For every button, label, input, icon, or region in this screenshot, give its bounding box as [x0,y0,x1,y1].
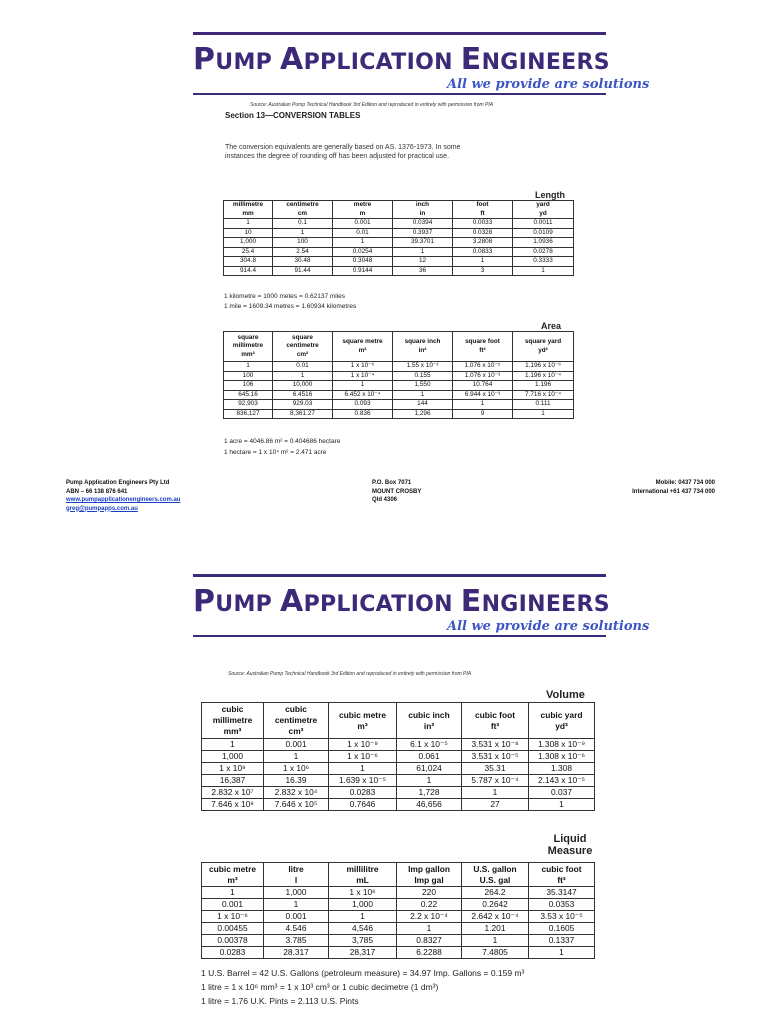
table-cell: 2.642 x 10⁻⁴ [462,911,529,923]
table-cell: 1 [453,400,513,410]
table-cell: 1 x 10⁻⁴ [333,371,393,381]
table-cell: 1.201 [462,923,529,935]
table-row [224,371,574,381]
volume-header-cell: cubic foot ft³ [462,703,529,739]
table-row [202,923,595,935]
table-cell: 0.0283 [329,787,397,799]
table-cell: 1 x 10⁶ [329,887,397,899]
source-note: Source: Australian Pump Technical Handbook 3rd Edition and reproduced in entirety with permission from PIA [228,671,472,677]
table-row [202,799,595,811]
table-row [202,739,595,751]
table-cell: 6.4516 [273,390,333,400]
table-cell: 1.639 x 10⁻⁵ [329,775,397,787]
table-cell: 929.03 [273,400,333,410]
table-cell: 1 [393,390,453,400]
table-cell: 1.076 x 10⁻³ [453,371,513,381]
table-cell: 6.1 x 10⁻⁵ [397,739,462,751]
table-cell: 1 [273,371,333,381]
table-cell: 0.1337 [529,935,595,947]
table-cell: 3.531 x 10⁻⁸ [462,739,529,751]
table-cell: 1.308 x 10⁻⁶ [529,751,595,763]
table-cell: 91.44 [273,266,333,276]
table-cell: 1 [393,247,453,257]
liquid-note: 1 U.S. Barrel = 42 U.S. Gallons (petroleum measure) = 34.97 Imp. Gallons = 0.159 m³ [201,968,525,978]
length-title: Length [535,190,565,200]
table-cell: 1 [329,911,397,923]
table-row [224,362,574,372]
liquid-measure-title [543,833,597,857]
table-cell: 0.001 [264,739,329,751]
tagline: All we provide are solutions [447,77,650,92]
table-cell: 1.196 x 10⁻⁶ [513,362,574,372]
table-cell: 0.0328 [453,228,513,238]
table-cell: 1 x 10⁻⁶ [329,751,397,763]
table-cell: 7.646 x 10⁸ [202,799,264,811]
table-cell: 1 [462,787,529,799]
table-cell: 0.0254 [333,247,393,257]
table-cell: 1 [224,219,273,229]
table-row [224,238,574,248]
table-cell: 92,903 [224,400,273,410]
area-header-cell: square metre m² [333,332,393,362]
table-cell: 0.001 [202,899,264,911]
table-cell: 28,317 [329,947,397,959]
table-cell: 1,296 [393,409,453,419]
table-cell: 0.061 [397,751,462,763]
footer-contact-block [632,479,715,496]
table-row [224,400,574,410]
table-cell: 0.0833 [453,247,513,257]
length-header-cell: metre m [333,201,393,219]
table-cell: 12 [393,257,453,267]
footer-email-link[interactable]: greg@pumpapps.com.au [66,505,138,512]
table-row [224,247,574,257]
table-cell: 0.3048 [333,257,393,267]
area-header-cell: square yard yd² [513,332,574,362]
footer-company: Pump Application Engineers Pty Ltd [66,480,170,486]
table-cell: 106 [224,381,273,391]
table-cell: 1 [397,775,462,787]
table-row [202,775,595,787]
volume-header-cell: cubic yard yd³ [529,703,595,739]
table-cell: 0.22 [397,899,462,911]
table-row [224,219,574,229]
section-title: Section 13—CONVERSION TABLES [225,111,361,120]
table-cell: 1 x 10⁻⁹ [329,739,397,751]
area-note: 1 hectare = 1 x 10⁴ m² = 2.471 acre [224,449,327,456]
liquid-measure-table [201,862,595,959]
footer-mobile: Mobile: 0437 734 000 [655,480,715,486]
length-table [223,200,574,276]
footer-company-block [66,479,180,513]
table-row [202,763,595,775]
table-cell: 1,000 [264,887,329,899]
table-row [224,257,574,267]
length-header-cell: foot ft [453,201,513,219]
table-cell: 0.0278 [513,247,574,257]
volume-header-cell: cubic inch in³ [397,703,462,739]
table-cell: 914.4 [224,266,273,276]
length-header-cell: yard yd [513,201,574,219]
header-rule-bottom [193,635,606,637]
table-cell: 1 [513,266,574,276]
table-cell: 3.531 x 10⁻⁵ [462,751,529,763]
table-cell: 1 x 10⁻⁶ [333,362,393,372]
table-cell: 1 [397,923,462,935]
table-cell: 25.4 [224,247,273,257]
table-cell: 0.836 [333,409,393,419]
header-rule-top [193,574,606,577]
liquid-header-cell: cubic metre m³ [202,863,264,887]
table-cell: 220 [397,887,462,899]
table-cell: 39.3701 [393,238,453,248]
footer-website-link[interactable]: www.pumpapplicationengineers.com.au [66,497,181,503]
footer-state: Qld 4306 [372,497,398,503]
table-cell: 1.55 x 10⁻³ [393,362,453,372]
table-row [202,887,595,899]
table-cell: 0.7646 [329,799,397,811]
length-note: 1 kilometre = 1000 metes = 0.62137 miles [224,293,346,300]
table-cell: 0.155 [393,371,453,381]
table-cell: 1 [453,257,513,267]
area-header-cell: square centimetre cm² [273,332,333,362]
table-cell: 30.48 [273,257,333,267]
table-cell: 1,000 [202,751,264,763]
table-cell: 28.317 [264,947,329,959]
table-cell: 3,785 [329,935,397,947]
tagline: All we provide are solutions [447,619,650,634]
table-cell: 0.3937 [393,228,453,238]
table-cell: 0.00378 [202,935,264,947]
table-cell: 1.196 x 10⁻⁴ [513,371,574,381]
table-cell: 1 [529,947,595,959]
table-cell: 836,127 [224,409,273,419]
liquid-title-line: Liquid [553,833,587,845]
table-cell: 1 [202,739,264,751]
volume-header-cell: cubic millimetre mm³ [202,703,264,739]
table-cell: 1.308 [529,763,595,775]
table-row [224,409,574,419]
table-cell: 645.16 [224,390,273,400]
table-cell: 3.785 [264,935,329,947]
table-cell: 1 [329,763,397,775]
table-cell: 16.39 [264,775,329,787]
table-cell: 1,000 [224,238,273,248]
table-cell: 0.0283 [202,947,264,959]
table-cell: 1 x 10⁻⁶ [202,911,264,923]
table-cell: 0.001 [264,911,329,923]
table-cell: 2.54 [273,247,333,257]
table-cell: 304.8 [224,257,273,267]
table-cell: 61,024 [397,763,462,775]
company-logo: PUMP APPLICATION ENGINEERS [193,584,610,619]
liquid-header-cell: U.S. gallon U.S. gal [462,863,529,887]
volume-header-cell: cubic metre m³ [329,703,397,739]
table-cell: 0.0011 [513,219,574,229]
length-header-cell: millimetre mm [224,201,273,219]
table-cell: 6.944 x 10⁻³ [453,390,513,400]
table-row [202,751,595,763]
area-header-row [224,332,574,362]
table-cell: 1.308 x 10⁻⁹ [529,739,595,751]
table-row [202,935,595,947]
liquid-header-cell: Imp gallon Imp gal [397,863,462,887]
volume-title: Volume [546,689,585,701]
table-cell: 10 [224,228,273,238]
table-cell: 7.716 x 10⁻⁴ [513,390,574,400]
table-cell: 0.3333 [513,257,574,267]
table-cell: 0.093 [333,400,393,410]
table-cell: 7.4805 [462,947,529,959]
table-cell: 1 x 10⁹ [202,763,264,775]
liquid-note: 1 litre = 1 x 10⁶ mm³ = 1 x 10³ cm³ or 1 cubic decimetre (1 dm³) [201,982,439,992]
table-row [224,266,574,276]
table-cell: 264.2 [462,887,529,899]
table-cell: 27 [462,799,529,811]
table-cell: 0.0394 [393,219,453,229]
area-table [223,331,574,419]
table-cell: 1 [333,238,393,248]
table-cell: 3 [453,266,513,276]
table-cell: 36 [393,266,453,276]
table-cell: 35.3147 [529,887,595,899]
table-cell: 1.0936 [513,238,574,248]
liquid-title-line: Measure [547,845,593,857]
table-cell: 0.1 [273,219,333,229]
table-cell: 16,387 [202,775,264,787]
table-cell: 0.0033 [453,219,513,229]
table-cell: 1,000 [329,899,397,911]
table-cell: 100 [224,371,273,381]
table-cell: 9 [453,409,513,419]
footer-international: International +61 437 734 000 [632,488,715,495]
table-cell: 1 [264,899,329,911]
table-cell: 1 [224,362,273,372]
table-row [202,911,595,923]
liquid-header-cell: millilitre mL [329,863,397,887]
table-cell: 0.1605 [529,923,595,935]
table-cell: 3.53 x 10⁻⁵ [529,911,595,923]
table-cell: 5.787 x 10⁻⁴ [462,775,529,787]
header-rule-bottom [193,93,606,95]
length-note: 1 mile = 1609.34 metres = 1.60934 kilometres [224,303,357,310]
table-cell: 10,000 [273,381,333,391]
table-cell: 0.01 [333,228,393,238]
length-header-cell: inch in [393,201,453,219]
table-cell: 6.2288 [397,947,462,959]
liquid-note: 1 litre = 1.76 U.K. Pints = 2.113 U.S. Pints [201,996,359,1006]
table-cell: 0.9144 [333,266,393,276]
table-cell: 1.076 x 10⁻⁵ [453,362,513,372]
table-cell: 2.2 x 10⁻⁴ [397,911,462,923]
table-cell: 1 [273,228,333,238]
table-cell: 1 [513,409,574,419]
table-cell: 1 [202,887,264,899]
table-cell: 35.31 [462,763,529,775]
table-cell: 2.832 x 10⁷ [202,787,264,799]
table-cell: 0.0109 [513,228,574,238]
table-cell: 144 [393,400,453,410]
table-cell: 0.01 [273,362,333,372]
company-logo: PUMP APPLICATION ENGINEERS [193,42,610,77]
table-cell: 1.196 [513,381,574,391]
volume-header-cell: cubic centimetre cm³ [264,703,329,739]
table-cell: 6.452 x 10⁻⁴ [333,390,393,400]
liquid-header-row [202,863,595,887]
table-cell: 1 [529,799,595,811]
footer-abn: ABN – 66 138 876 641 [66,488,128,495]
source-note: Source: Australian Pump Technical Handbook 3rd Edition and reproduced in entirety with permission from PIA [250,102,494,108]
table-cell: 1 [333,381,393,391]
table-cell: 1,728 [397,787,462,799]
liquid-header-cell: cubic foot ft³ [529,863,595,887]
table-cell: 2.143 x 10⁻⁵ [529,775,595,787]
footer-address-block [372,479,421,505]
table-row [202,899,595,911]
area-header-cell: square inch in² [393,332,453,362]
table-cell: 1 x 10⁶ [264,763,329,775]
table-cell: 0.001 [333,219,393,229]
table-cell: 10.764 [453,381,513,391]
table-row [224,390,574,400]
table-cell: 1 [264,751,329,763]
table-row [224,381,574,391]
table-row [202,947,595,959]
volume-header-row [202,703,595,739]
table-cell: 0.037 [529,787,595,799]
footer-po-box: P.O. Box 7071 [372,480,412,486]
table-cell: 0.0353 [529,899,595,911]
table-cell: 0.111 [513,400,574,410]
table-cell: 3.2808 [453,238,513,248]
table-row [224,228,574,238]
area-title: Area [541,321,562,331]
header-rule-top [193,32,606,35]
table-cell: 7.646 x 10⁵ [264,799,329,811]
intro-paragraph: The conversion equivalents are generally based on AS. 1376-1973. In some instances the degree of rounding off has been adjusted for practical use. [225,144,461,160]
footer-suburb: MOUNT CROSBY [372,488,422,495]
table-row [202,787,595,799]
area-header-cell: square millimetre mm² [224,332,273,362]
length-header-cell: centimetre cm [273,201,333,219]
table-cell: 100 [273,238,333,248]
table-cell: 46,656 [397,799,462,811]
liquid-header-cell: litre l [264,863,329,887]
area-note: 1 acre = 4046.86 m² = 0.404686 hectare [224,438,341,445]
length-header-row [224,201,574,219]
table-cell: 0.00455 [202,923,264,935]
volume-table [201,702,595,811]
table-cell: 8,361.27 [273,409,333,419]
table-cell: 1 [462,935,529,947]
table-cell: 4,546 [329,923,397,935]
table-cell: 1,550 [393,381,453,391]
area-header-cell: square foot ft² [453,332,513,362]
table-cell: 0.8327 [397,935,462,947]
table-cell: 4.546 [264,923,329,935]
table-cell: 0.2642 [462,899,529,911]
table-cell: 2.832 x 10⁴ [264,787,329,799]
